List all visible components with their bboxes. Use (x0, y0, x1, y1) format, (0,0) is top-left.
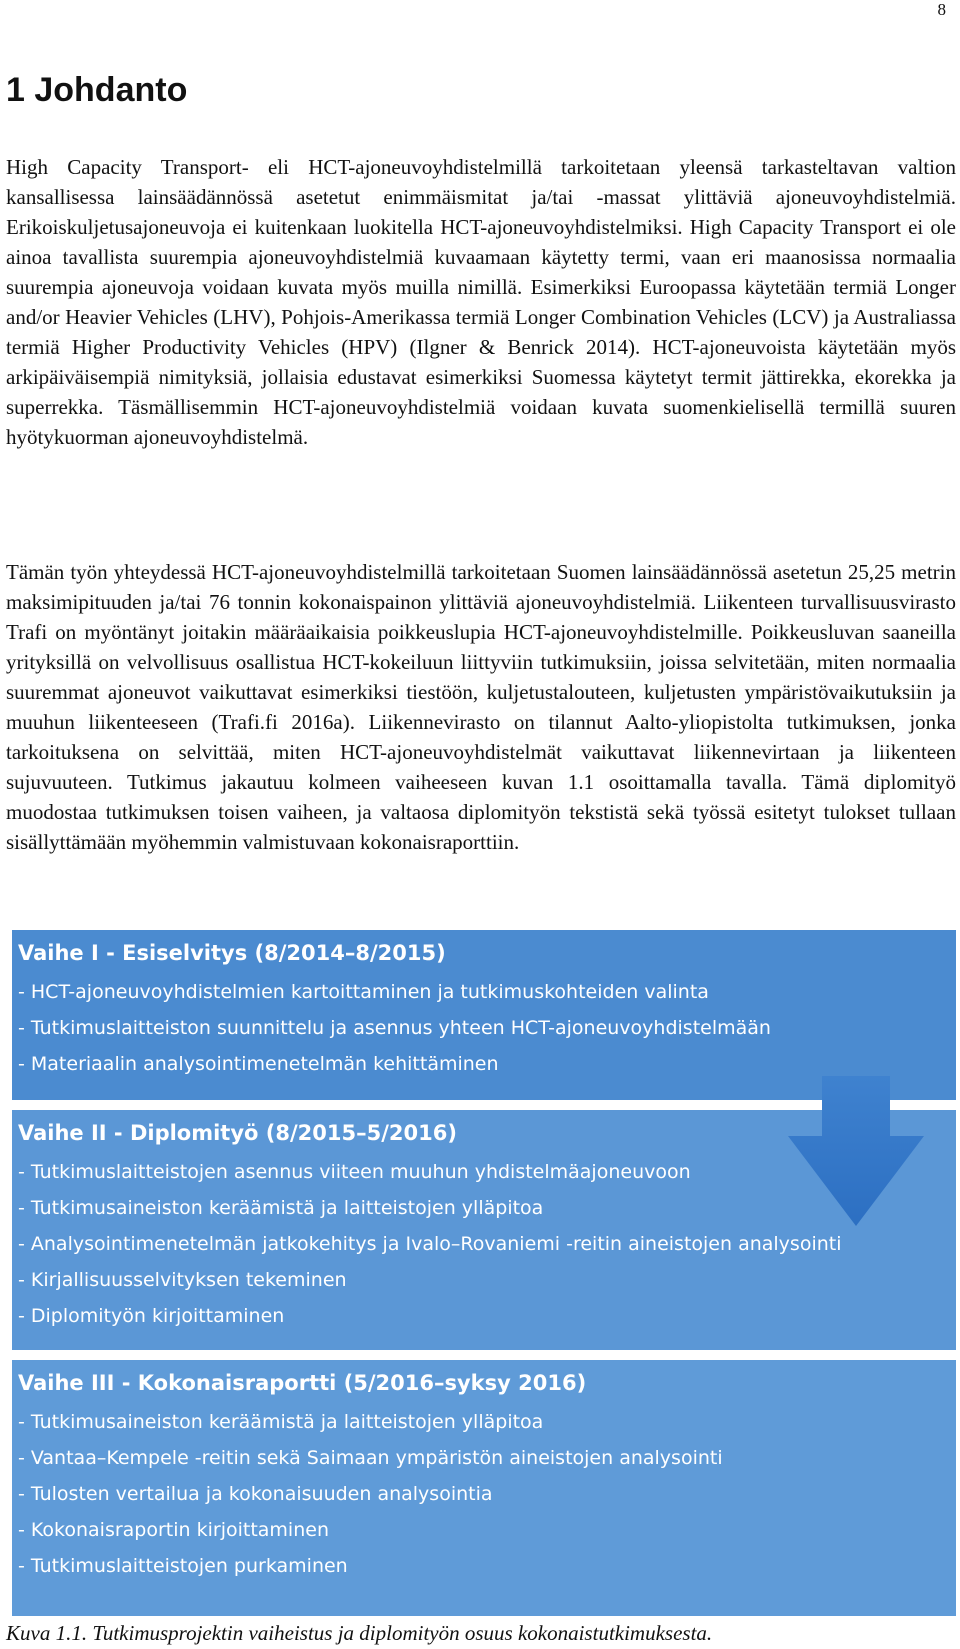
body-paragraph-2: Tämän työn yhteydessä HCT-ajoneuvoyhdistelmillä tarkoitetaan Suomen lainsäädännössä asetetun 25,25 metrin maksimipituuden ja/tai 76 tonnin kokonaispainon ylittäviä ajoneuvoyhdistelmiä. Liikenteen turvallisuusvirasto Trafi on myöntänyt joitakin määräaikaisia poikkeuslupia HCT-ajoneuvoyhdistelmille. Poikkeusluvan saaneilla yrityksillä on velvollisuus osallistua HCT-kokeiluun liittyviin tutkimuksiin, joissa selvitetään, miten normaalia suuremmat ajoneuvot vaikuttavat esimerkiksi tiestöön, kuljetustalouteen, kuljetusten ympäristövaikutuksiin ja muuhun liikenteeseen (Trafi.fi 2016a). Liikennevirasto on tilannut Aalto-yliopistolta tutkimuksen, jonka tarkoituksena on selvittää, miten HCT-ajoneuvoyhdistelmät vaikuttavat liikennevirtaan ja liikenteen sujuvuuteen. Tutkimus jakautuu kolmeen vaiheeseen kuvan 1.1 osoittamalla tavalla. Tämä diplomityö muodostaa tutkimuksen toisen vaiheen, ja valtaosa diplomityön tekstistä sekä työssä esitetyt tulokset tullaan sisällyttämään myöhemmin valmistuvaan kokonaisraporttiin. (6, 560, 956, 854)
stage-item: - Materiaalin analysointimenetelmän kehittäminen (18, 1053, 499, 1075)
stage-item-list (18, 974, 956, 1082)
stage-item: - Diplomityön kirjoittaminen (18, 1305, 285, 1327)
stage-title: Vaihe III - Kokonaisraportti (5/2016–syksy 2016) (18, 1371, 587, 1395)
stage-item: - Kirjallisuusselvityksen tekeminen (18, 1269, 347, 1291)
down-arrow-icon (788, 1076, 924, 1226)
phase-diagram (0, 930, 960, 1616)
page-number: 8 (937, 0, 946, 19)
body-paragraph-1: High Capacity Transport- eli HCT-ajoneuvoyhdistelmillä tarkoitetaan yleensä tarkasteltavan valtion kansallisessa lainsäädännössä asetetut enimmäismitat ja/tai -massat ylittäviä ajoneuvoyhdistelmiä. Erikoiskuljetusajoneuvoja ei kuitenkaan luokitella HCT-ajoneuvoyhdistelmiksi. High Capacity Transport ei ole ainoa tavallista suurempia ajoneuvoyhdistelmiä kuvaamaan käytetty termi, vaan eri maanosissa normaalia suurempia ajoneuvoja voidaan kuvata myös muilla nimillä. Esimerkiksi Euroopassa käytetään termiä Longer and/or Heavier Vehicles (LHV), Pohjois-Amerikassa termiä Longer Combination Vehicles (LCV) ja Australiassa termiä Higher Productivity Vehicles (HPV) (Ilgner & Benrick 2014). HCT-ajoneuvoista käytetään myös arkipäiväisempiä nimityksiä, jollaisia edustavat esimerkiksi Suomessa käytetyt termit jättirekka, ekorekka ja superrekka. Täsmällisemmin HCT-ajoneuvoyhdistelmiä voidaan kuvata suomenkielisellä termillä suuren hyötykuorman ajoneuvoyhdistelmä. (6, 155, 956, 449)
stage-item: - Tutkimuslaitteiston suunnittelu ja asennus yhteen HCT-ajoneuvoyhdistelmään (18, 1017, 771, 1039)
chapter-title: 1 Johdanto (6, 71, 188, 109)
stage-box-3 (12, 1360, 956, 1616)
stage-item: - Analysointimenetelmän jatkokehitys ja Ivalo–Rovaniemi -reitin aineistojen analysointi (18, 1233, 842, 1255)
stage-item: - Kokonaisraportin kirjoittaminen (18, 1519, 329, 1541)
stage-item-list (18, 1404, 956, 1584)
stage-item: - Tutkimusaineiston keräämistä ja laitteistojen ylläpitoa (18, 1197, 544, 1219)
stage-item: - Tutkimuslaitteistojen asennus viiteen muuhun yhdistelmäajoneuvoon (18, 1161, 691, 1183)
figure-caption: Kuva 1.1. Tutkimusprojektin vaiheistus ja diplomityön osuus kokonaistutkimuksesta. (6, 1621, 713, 1645)
stage-item: - Vantaa–Kempele -reitin sekä Saimaan ympäristön aineistojen analysointi (18, 1447, 723, 1469)
stage-title: Vaihe II - Diplomityö (8/2015–5/2016) (18, 1121, 457, 1145)
stage-title: Vaihe I - Esiselvitys (8/2014–8/2015) (18, 941, 446, 965)
stage-item: - Tutkimuslaitteistojen purkaminen (18, 1555, 348, 1577)
stage-item: - Tutkimusaineiston keräämistä ja laitteistojen ylläpitoa (18, 1411, 544, 1433)
stage-box-1 (12, 930, 956, 1100)
stage-item: - Tulosten vertailua ja kokonaisuuden analysointia (18, 1483, 493, 1505)
stage-item: - HCT-ajoneuvoyhdistelmien kartoittaminen ja tutkimuskohteiden valinta (18, 981, 709, 1003)
